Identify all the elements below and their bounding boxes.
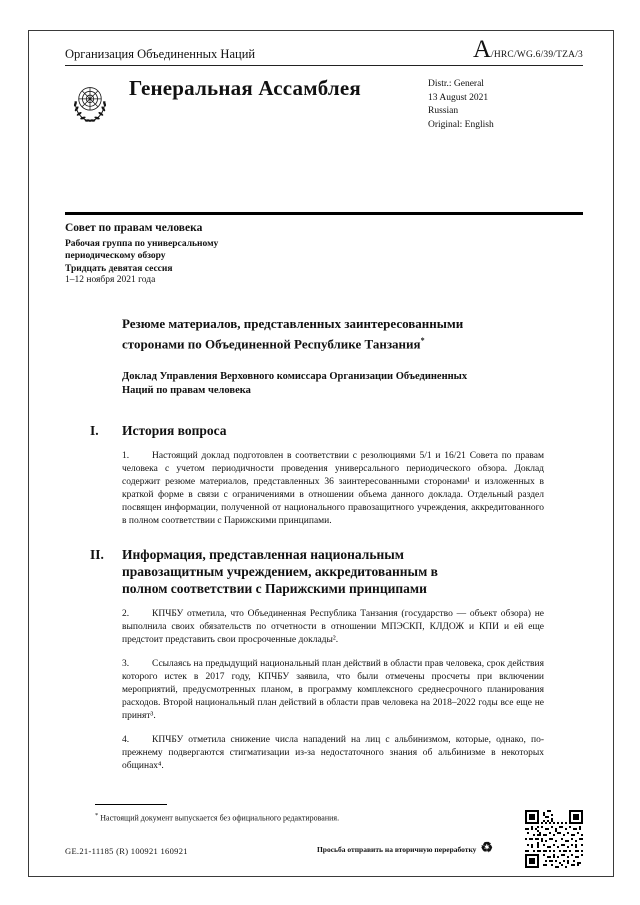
document-code: GE.21-11185 (R) 100921 160921 [65,846,188,856]
org-name: Организация Объединенных Наций [65,47,256,61]
document-subtitle: Доклад Управления Верховного комиссара Организации Объединенных Наций по правам человека [122,371,468,397]
document-header [65,36,583,66]
header-divider [65,212,583,215]
masthead [65,66,583,212]
section-heading-2 [90,546,583,597]
paragraph-number: 4. [122,735,130,746]
paragraph-1 [122,450,544,528]
document-symbol [472,36,583,63]
distr-date: 13 August 2021 [428,92,489,103]
assembly-title: Генеральная Ассамблея [129,76,361,100]
distr-original: Original: English [428,119,494,130]
paragraph-text: КПЧБУ отметила снижение числа нападений на лиц с альбинизмом, которые, однако, по-прежнему подвергаются стигматизации из-за недостаточного знания об альбинизме в некоторых общинах⁴. [122,735,544,772]
paragraph-2 [122,608,544,647]
document-title [122,315,464,352]
recycle-icon: ♻ [480,841,493,856]
symbol-letter: A [472,36,491,63]
recycle-notice [317,842,493,856]
section-number: II. [90,547,104,563]
paragraph-text: КПЧБУ отметила, что Объединенная Республика Танзания (государство — объект обзора) не выполнила своих обязательств по отчетности в отношении МПЭСКП, КЛДОЖ и КПИ и ей еще предстоит представить свои просроченные доклады². [122,609,544,646]
paragraph-3 [122,658,544,723]
section-title: Информация, представленная национальным правозащитным учреждением, аккредитованным в полном соответствии с Парижскими принципами [122,547,438,597]
session-number: Тридцать девятая сессия [65,264,173,274]
section-title: История вопроса [122,423,227,439]
section-heading-1 [90,422,583,439]
section-number: I. [90,423,99,439]
footnote-marker: * [95,812,99,820]
footnote-separator [95,804,167,805]
footnote-item [95,810,435,824]
symbol-reference: /HRC/WG.6/39/TZA/3 [491,50,583,60]
un-emblem-icon [65,78,115,133]
recycle-text: Просьба отправить на вторичную переработку [316,844,477,854]
paragraph-text: Ссылаясь на предыдущий национальный план действий в области прав человека, срок действия которого истек в 2017 году, КПЧБУ заявила, что были отмечены просчеты при включении мероприятий, предусмотренных планом, в программу комплексного среднесрочного планирования расходов. Второй национальный план действий в области прав человека на 2018–2022 годы все еще не принят³. [122,659,544,722]
paragraph-number: 1. [122,451,130,462]
qr-code [525,810,583,868]
footnote-area [95,804,435,824]
distribution-block [428,78,494,132]
footnote-text: Настоящий документ выпускается без официального редактирования. [100,814,340,823]
distr-line: Distr.: General [428,79,484,89]
paragraph-text: Настоящий доклад подготовлен в соответствии с резолюциями 5/1 и 16/21 Совета по правам человека с учетом периодичности проведения универсального периодического обзора. Доклад содержит резюме материалов, представленных 36 заинтересованными сторонами¹ и изложенных в краткой форме в связи с ограничениями в отношении объема данного доклада. Отдельный раздел посвящен информации, полученной от национального правозащитного учреждения, аккредитованного в полном соответствии с Парижскими принципами. [122,451,544,527]
title-footnote-marker: * [420,336,425,345]
paragraph-number: 2. [122,609,130,620]
page-frame [28,30,614,877]
working-group-name: Рабочая группа по универсальному периодическому обзору [65,239,219,261]
paragraph-number: 3. [122,659,130,670]
session-block [65,222,583,285]
distr-language: Russian [428,106,459,116]
session-dates: 1–12 ноября 2021 года [65,275,156,285]
council-name: Совет по правам человека [65,222,203,234]
paragraph-4 [122,734,544,773]
document-title-text: Резюме материалов, представленных заинтересованными сторонами по Объединенной Республике Танзания [122,316,464,352]
